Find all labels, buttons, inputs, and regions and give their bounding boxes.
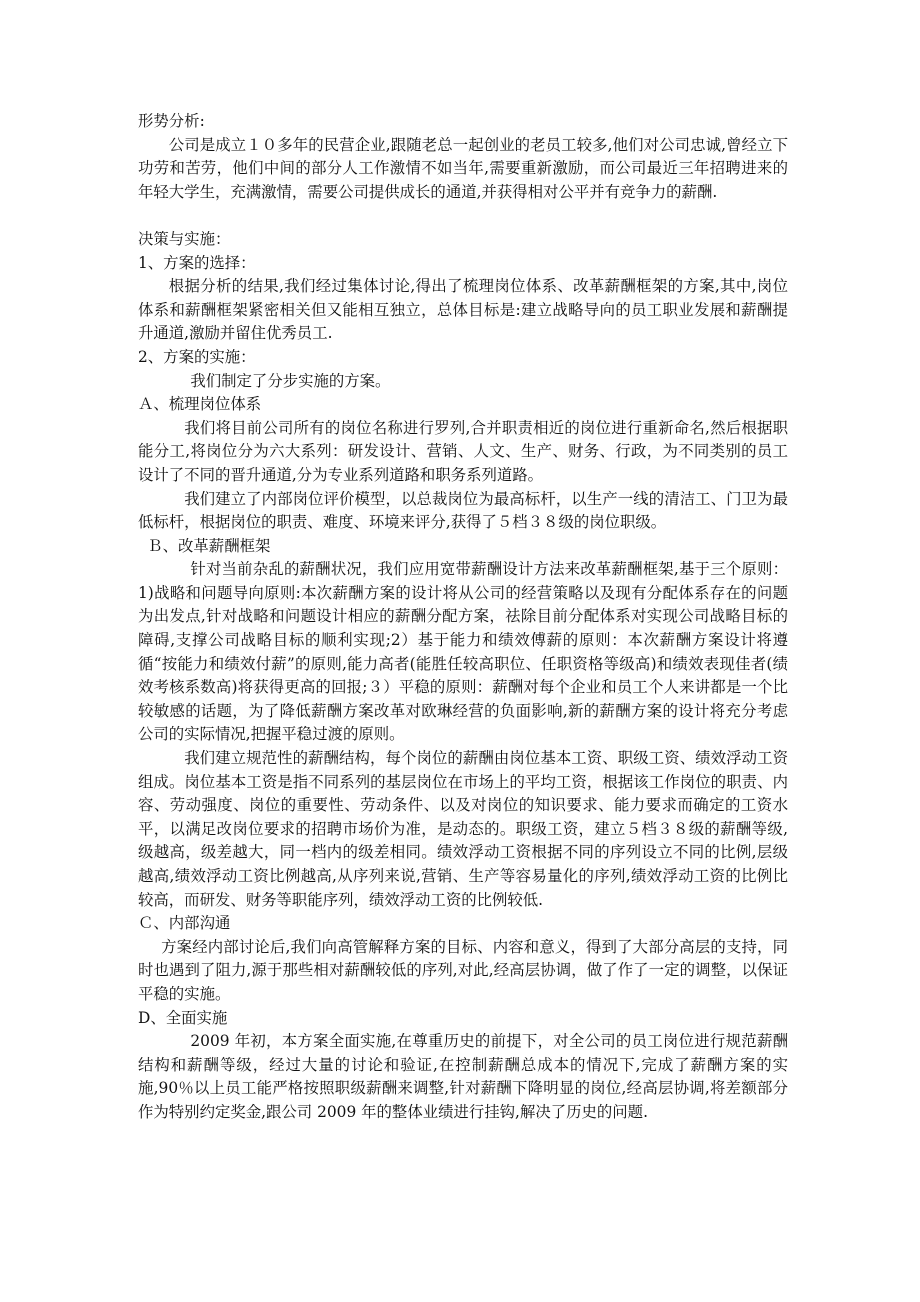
paragraph-plan-selection: 根据分析的结果,我们经过集体讨论,得出了梳理岗位体系、改革薪酬框架的方案,其中,岗位体系和薪酬框架紧密相关但又能相互独立，总体目标是:建立战略导向的员工职业发展和薪酬提升通道,激励并留住优秀员工. (138, 277, 788, 343)
paragraph-job-listing: 我们将目前公司所有的岗位名称进行罗列,合并职责相近的岗位进行重新命名,然后根据职能分工,将岗位分为六大系列：研发设计、营销、人文、生产、财务、行政，为不同类别的员工设计了不同的晋升通道,分为专业系列道路和职务系列道路。 (138, 418, 788, 484)
heading-plan-implementation: 2、方案的实施： (138, 347, 256, 366)
paragraph-company-background: 公司是成立１０多年的民营企业,跟随老总一起创业的老员工较多,他们对公司忠诚,曾经立下功劳和苦劳，他们中间的部分人工作激情不如当年,需要重新激励，而公司最近三年招聘进来的年轻大学生，充满激情，需要公司提供成长的通道,并获得相对公平并有竞争力的薪酬. (138, 135, 788, 201)
paragraph-broadband-salary: 针对当前杂乱的薪酬状况，我们应用宽带薪酬设计方法来改革薪酬框架,基于三个原则：1)战略和问题导向原则:本次薪酬方案的设计将从公司的经营策略以及现有分配体系存在的问题为出发点,针对战略和问题设计相应的薪酬分配方案，祛除目前分配体系对实现公司战略目标的障碍,支撑公司战略目标的顺利实现;2）基于能力和绩效傅薪的原则：本次薪酬方案设计将遵循“按能力和绩效付薪”的原则,能力高者(能胜任较高职位、任职资格等级高)和绩效表现佳者(绩效考核系数高)将获得更高的回报;３）平稳的原则：薪酬对每个企业和员工个人来讲都是一个比较敏感的话题，为了降低薪酬方案改革对欧琳经营的负面影响,新的薪酬方案的设计将充分考虑公司的实际情况,把握平稳过渡的原则。 (138, 560, 788, 744)
heading-section-c: Ｃ、内部沟通 (138, 914, 231, 933)
blank-line (138, 204, 788, 228)
heading-decision-implementation: 决策与实施： (138, 229, 231, 248)
heading-situation-analysis: 形势分析: (138, 112, 205, 130)
heading-section-d: D、全面实施 (138, 1008, 228, 1027)
heading-plan-selection: 1、方案的选择： (138, 253, 256, 272)
heading-section-b: Ｂ、改革薪酬框架 (147, 536, 271, 555)
document-body (138, 110, 788, 1125)
heading-section-a: Ａ、梳理岗位体系 (138, 395, 262, 414)
paragraph-salary-structure: 我们建立规范性的薪酬结构，每个岗位的薪酬由岗位基本工资、职级工资、绩效浮动工资组成。岗位基本工资是指不同系列的基层岗位在市场上的平均工资，根据该工作岗位的职责、内容、劳动强度、岗位的重要性、劳动条件、以及对岗位的知识要求、能力要求而确定的工资水平，以满足改岗位要求的招聘市场价为准，是动态的。职级工资，建立５档３８级的薪酬等级,级越高，级差越大，同一档内的级差相同。绩效浮动工资根据不同的序列设立不同的比例,层级越高,绩效浮动工资比例越高,从序列来说,营销、生产等容易量化的序列,绩效浮动工资的比例比较高，而研发、财务等职能序列，绩效浮动工资的比例较低. (138, 749, 788, 909)
paragraph-job-evaluation: 我们建立了内部岗位评价模型，以总裁岗位为最高标杆，以生产一线的清洁工、门卫为最低标杆，根据岗位的职责、难度、环境来评分,获得了５档３８级的岗位职级。 (138, 489, 788, 532)
paragraph-full-implementation: 2009 年初，本方案全面实施,在尊重历史的前提下，对全公司的员工岗位进行规范薪酬结构和薪酬等级，经过大量的讨论和验证,在控制薪酬总成本的情况下,完成了薪酬方案的实施,90％以上员工能严格按照职级薪酬来调整,针对薪酬下降明显的岗位,经高层协调,将差额部分作为特别约定奖金,跟公司 2009 年的整体业绩进行挂钩,解决了历史的问题. (138, 1032, 788, 1121)
paragraph-internal-communication: 方案经内部讨论后,我们向高管解释方案的目标、内容和意义，得到了大部分高层的支持，同时也遇到了阻力,源于那些相对薪酬较低的序列,对此,经高层协调，做了作了一定的调整，以保证平稳的实施。 (138, 937, 788, 1003)
paragraph-stepwise-plan: 我们制定了分步实施的方案。 (190, 371, 391, 390)
